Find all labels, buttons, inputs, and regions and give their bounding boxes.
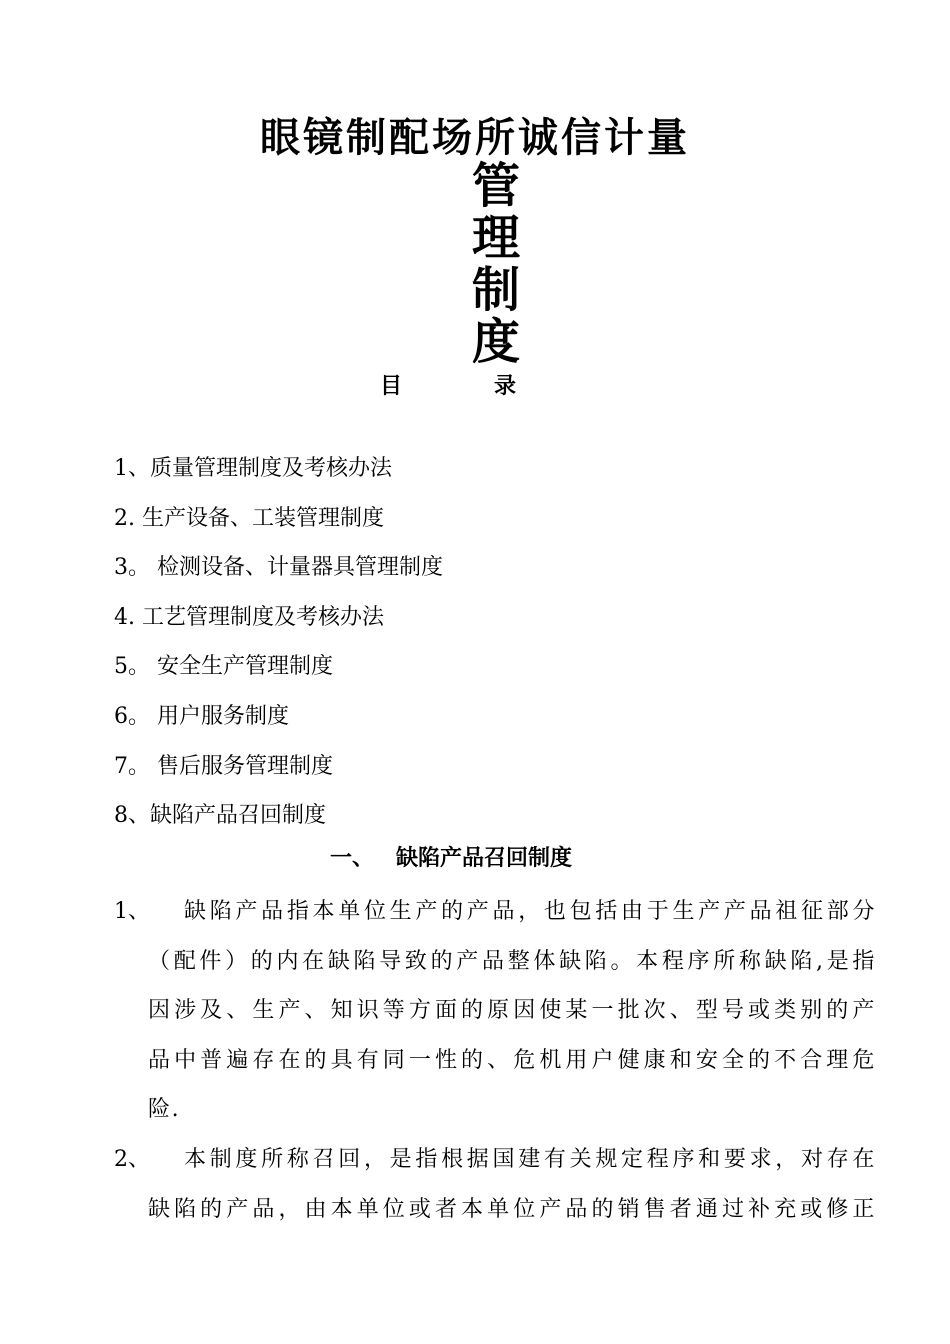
toc-heading-char: 目 — [380, 374, 403, 399]
paragraph-number: 1、 — [114, 899, 150, 924]
paragraph-line: 本制度所称召回，是指根据国建有关规定程序和要求，对存在 — [184, 1147, 876, 1172]
title-vertical-char: 理 — [471, 210, 520, 266]
table-of-contents — [114, 444, 874, 841]
toc-item: 8、缺陷产品召回制度 — [114, 803, 326, 829]
paragraph — [114, 1135, 876, 1234]
section-number: 一、 — [330, 846, 375, 871]
document-title: 眼镜制配场所诚信计量 — [260, 115, 690, 161]
title-vertical-char: 制 — [471, 262, 520, 318]
toc-item: 1、质量管理制度及考核办法 — [114, 456, 392, 481]
title-vertical-char: 管 — [471, 158, 520, 214]
toc-heading-char: 录 — [494, 374, 517, 399]
paragraph-number: 2、 — [114, 1147, 150, 1172]
paragraph-line: 险. — [148, 1097, 181, 1122]
paragraph-line: 因涉及、生产、知识等方面的原因使某一批次、型号或类别的产 — [148, 998, 876, 1023]
section-title: 缺陷产品召回制度 — [396, 846, 573, 871]
title-vertical-char: 度 — [471, 314, 520, 370]
toc-item: 7。 售后服务管理制度 — [114, 753, 333, 779]
paragraph — [114, 887, 876, 1135]
toc-item: 6。 用户服务制度 — [114, 703, 289, 729]
paragraph-line: 缺陷的产品，由本单位或者本单位产品的销售者通过补充或修正 — [148, 1196, 876, 1222]
paragraph-line: 缺陷产品指本单位生产的产品，也包括由于生产产品祖征部分 — [184, 899, 876, 924]
section-heading — [330, 842, 572, 876]
toc-item: 4. 工艺管理制度及考核办法 — [114, 604, 384, 630]
paragraph-line: （配件）的内在缺陷导致的产品整体缺陷。本程序所称缺陷,是指 — [148, 948, 876, 974]
toc-item: 5。 安全生产管理制度 — [114, 654, 333, 680]
toc-item: 2. 生产设备、工装管理制度 — [114, 505, 384, 531]
paragraph-line: 品中普遍存在的具有同一性的、危机用户健康和安全的不合理危 — [148, 1047, 876, 1073]
document-title-vertical — [466, 160, 526, 368]
toc-item: 3。 检测设备、计量器具管理制度 — [114, 555, 443, 581]
